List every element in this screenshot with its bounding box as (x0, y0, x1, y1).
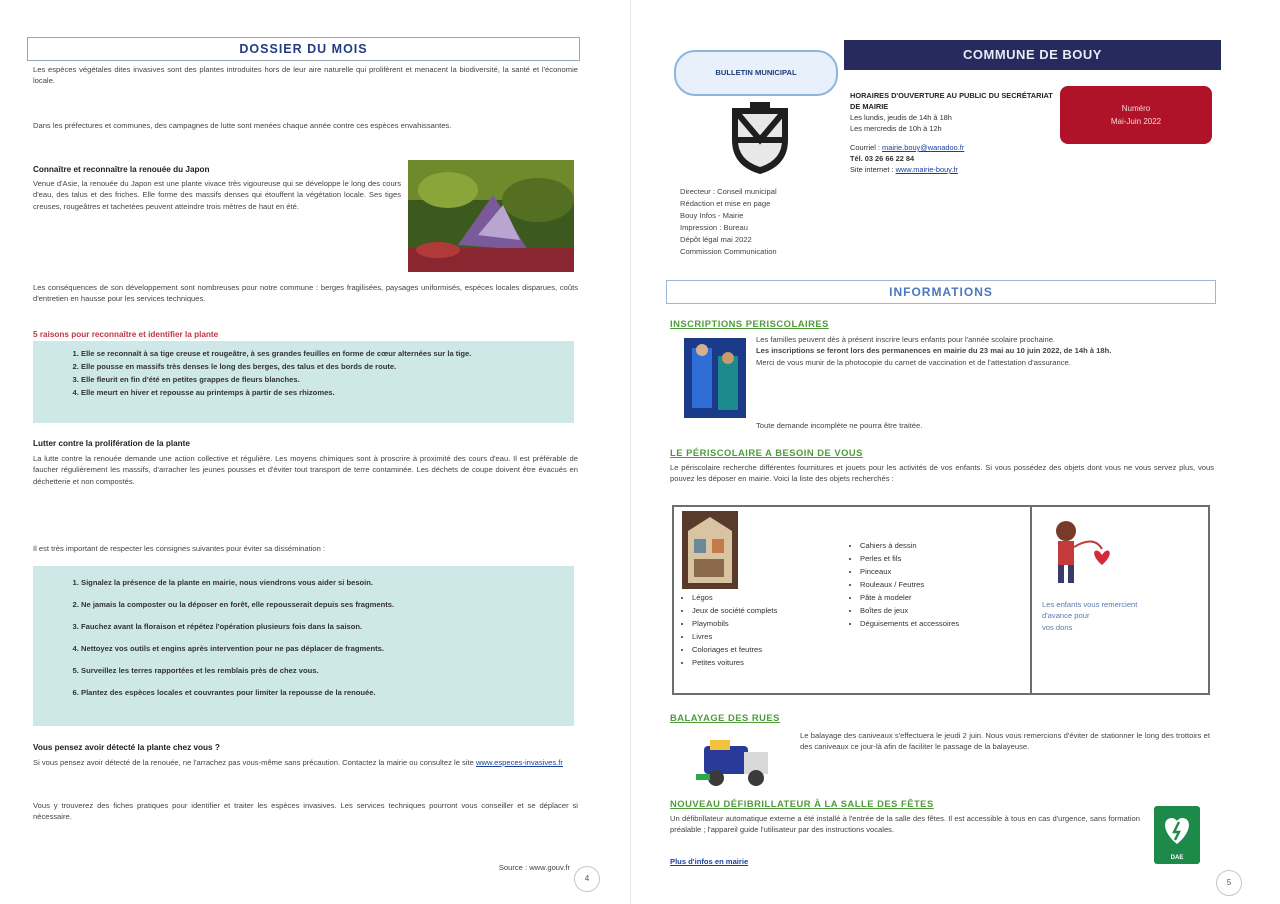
need-item: • Coloriages et feutres (692, 643, 848, 656)
credit-line: Rédaction et mise en page (680, 199, 771, 208)
need-text: Le périscolaire recherche différentes fournitures et jouets pour les activités de vos enfants. Si vous possédez des objets dont vous ne vous servez plus, vous pouvez les déposer en mairie. Voici la liste des objets recherchés : (670, 463, 1214, 484)
need-item: • Jeux de société complets (692, 604, 848, 617)
list1-item: 2. Elle pousse en massifs très denses le long des berges, des talus et des bords de route. (81, 360, 564, 373)
need-item: • Cahiers à dessin (860, 539, 1024, 552)
defibrillator-heart-icon (1154, 806, 1200, 852)
invasive-link[interactable]: www.especes-invasives.fr (476, 758, 563, 767)
defib-text: Un défibrillateur automatique externe a été installé à l'entrée de la salle des fêtes. Il est accessible à tous en cas d'urgence, sans formation préalable ; l'appareil guide l'utilisateur par des instructions vocales. (670, 814, 1140, 835)
section1-heading: Connaître et reconnaître la renouée du Japon (33, 165, 210, 174)
info-title: INFORMATIONS (666, 280, 1216, 304)
list2-item: 4. Nettoyez vos outils et engins après intervention pour ne pas déplacer de fragments. (81, 638, 564, 660)
hours-line: Les lundis, jeudis de 14h à 18h (850, 113, 952, 122)
list1-item: 1. Elle se reconnaît à sa tige creuse et rougeâtre, à ses grandes feuilles en forme de cœur alternées sur la tige. (81, 347, 564, 360)
periscolaire-heading: INSCRIPTIONS PERISCOLAIRES (670, 318, 829, 329)
credit-line: Impression : Bureau (680, 223, 748, 232)
defib-heading: NOUVEAU DÉFIBRILLATEUR À LA SALLE DES FÊTES (670, 798, 934, 809)
edition-label: Numéro (1121, 104, 1151, 113)
bulletin-badge: BULLETIN MUNICIPAL (674, 50, 838, 96)
section3-text-2: Vous y trouverez des fiches pratiques pour identifier et traiter les espèces invasives. Les services techniques pourront vous conseiller et se déplacer si nécessaire. (33, 801, 578, 822)
right-page (632, 0, 1280, 904)
section1-text: Venue d'Asie, la renouée du Japon est une plante vivace très vigoureuse qui se développe le long des cours d'eau, des talus et des friches. Elle forme des massifs denses qui étouffent la végétation locale. Ses tiges creuses, rougeâtres et tachetées peuvent atteindre trois mètres de haut en été. (33, 179, 401, 211)
hours-block (850, 90, 1055, 175)
need-list-right (846, 539, 1024, 630)
credit-line: Directeur : Conseil municipal (680, 187, 777, 196)
need-item: • Pâte à modeler (860, 591, 1024, 604)
left-page (0, 0, 631, 904)
commune-title: COMMUNE DE BOUY (844, 40, 1221, 70)
need-box-divider (1030, 507, 1032, 693)
email-link[interactable]: mairie.bouy@wanadoo.fr (882, 143, 965, 152)
defib-label: DAE (1170, 855, 1184, 861)
need-box (672, 505, 1210, 695)
defib-link[interactable]: Plus d'infos en mairie (670, 857, 749, 866)
child-with-heart-image (1044, 515, 1124, 591)
list1-item: 4. Elle meurt en hiver et repousse au printemps à partir de ses rhizomes. (81, 386, 564, 399)
page-number-right: 5 (1216, 870, 1242, 896)
periscolaire-text: Les familles peuvent dès à présent inscrire leurs enfants pour l'année scolaire prochaine. Les inscriptions se feront lors des permanences en mairie du 23 mai au 10 juin 2022, de 14h à 18h. Merci de vous munir de la photocopie du carnet de vaccination et de l'attestation d'assurance. (756, 335, 1112, 367)
email-row: Courriel : mairie.bouy@wanadoo.fr (850, 143, 965, 152)
need-item: • Petites voitures (692, 656, 848, 669)
need-item: • Déguisements et accessoires (860, 617, 1024, 630)
section2-text: La lutte contre la renouée demande une action collective et régulière. Les moyens chimiques sont à proscrire à proximité des cours d'eau. Il est préférable de faucher régulièrement les massifs, d'arracher les jeunes pousses et d'éviter tout transport de terre contaminée. Les déchets de coupe doivent être évacués en déchetterie et non compostés. (33, 454, 578, 486)
defib-sign (1154, 806, 1200, 864)
credits (680, 186, 880, 258)
list2-item: 1. Signalez la présence de la plante en mairie, nous viendrons vous aider si besoin. (81, 572, 564, 594)
intro-text: Les espèces végétales dites invasives sont des plantes introduites hors de leur aire naturelle qui prolifèrent et menacent la biodiversité, la santé et l'économie locale. (33, 65, 578, 86)
coat-of-arms-icon (728, 100, 792, 176)
list1-item: 3. Elle fleurit en fin d'été en petites grappes de fleurs blanches. (81, 373, 564, 386)
hours-line: Les mercredis de 10h à 12h (850, 124, 942, 133)
need-item: • Playmobils (692, 617, 848, 630)
balayage-text: Le balayage des caniveaux s'effectuera le jeudi 2 juin. Nous vous remercions d'éviter de stationner le long des trottoirs et des caniveaux ce jour-là afin de faciliter le passage de la balayeuse. (800, 731, 1210, 752)
edition-badge (1060, 86, 1212, 144)
phone: Tél. 03 26 66 22 84 (850, 154, 915, 163)
need-item: • Perles et fils (860, 552, 1024, 565)
section2-heading: Lutter contre la prolifération de la plante (33, 439, 190, 448)
need-item: • Légos (692, 591, 848, 604)
section2-text-2: Il est très important de respecter les consignes suivantes pour éviter sa dissémination : (33, 544, 326, 553)
section3-heading: Vous pensez avoir détecté la plante chez vous ? (33, 743, 220, 752)
balayage-heading: BALAYAGE DES RUES (670, 712, 780, 723)
site-row: Site internet : www.mairie-bouy.fr (850, 165, 958, 174)
need-list-left (678, 591, 848, 669)
credit-line: Dépôt légal mai 2022 (680, 235, 752, 244)
dossier-title: DOSSIER DU MOIS (27, 37, 580, 61)
site-link[interactable]: www.mairie-bouy.fr (895, 165, 958, 174)
section1-text-2: Les conséquences de son développement sont nombreuses pour notre commune : berges fragilisées, paysages uniformisés, espèces locales disparues, coûts d'entretien en hausse pour les services techniques. (33, 283, 578, 304)
list2-box (33, 566, 574, 726)
need-heading: LE PÉRISCOLAIRE A BESOIN DE VOUS (670, 447, 863, 458)
street-sweeper-image (696, 736, 776, 788)
list2-item: 5. Surveillez les terres rapportées et les remblais près de chez vous. (81, 660, 564, 682)
list2-item: 6. Plantez des espèces locales et couvrantes pour limiter la repousse de la renouée. (81, 682, 564, 704)
hours-heading: HORAIRES D'OUVERTURE AU PUBLIC DU SECRÉTARIAT DE MAIRIE (850, 91, 1053, 111)
need-item: • Rouleaux / Feutres (860, 578, 1024, 591)
toy-box-image (682, 511, 738, 589)
list2-item: 3. Fauchez avant la floraison et répétez l'opération plusieurs fois dans la saison. (81, 616, 564, 638)
list1-box (33, 341, 574, 423)
list1 (33, 341, 574, 403)
need-item: • Pinceaux (860, 565, 1024, 578)
credit-line: Bouy Infos - Mairie (680, 211, 744, 220)
source-text: Source : www.gouv.fr (498, 863, 570, 872)
periscolaire-text-4: Toute demande incomplète ne pourra être traitée. (756, 421, 923, 430)
plant-photo (408, 160, 574, 272)
page-number-left: 4 (574, 866, 600, 892)
section3-text-body: Si vous pensez avoir détecté de la renouée, ne l'arrachez pas vous-même sans précaution. Contactez la mairie ou consultez le site (33, 758, 474, 767)
need-thanks: Les enfants vous remercient d'avance pour vos dons (1042, 600, 1138, 632)
need-item: • Livres (692, 630, 848, 643)
pink-heading: 5 raisons pour reconnaître et identifier la plante (33, 330, 219, 339)
edition-date: Mai-Juin 2022 (1110, 117, 1162, 126)
credit-line: Commission Communication (680, 247, 777, 256)
section3-text (33, 757, 578, 768)
intro-text-2: Dans les préfectures et communes, des campagnes de lutte sont menées chaque année contre ces espèces envahissantes. (33, 121, 452, 130)
list2-item: 2. Ne jamais la composter ou la déposer en forêt, elle repousserait depuis ses fragments. (81, 594, 564, 616)
children-poster-image (684, 338, 746, 418)
list2 (33, 566, 574, 708)
need-item: • Boîtes de jeux (860, 604, 1024, 617)
